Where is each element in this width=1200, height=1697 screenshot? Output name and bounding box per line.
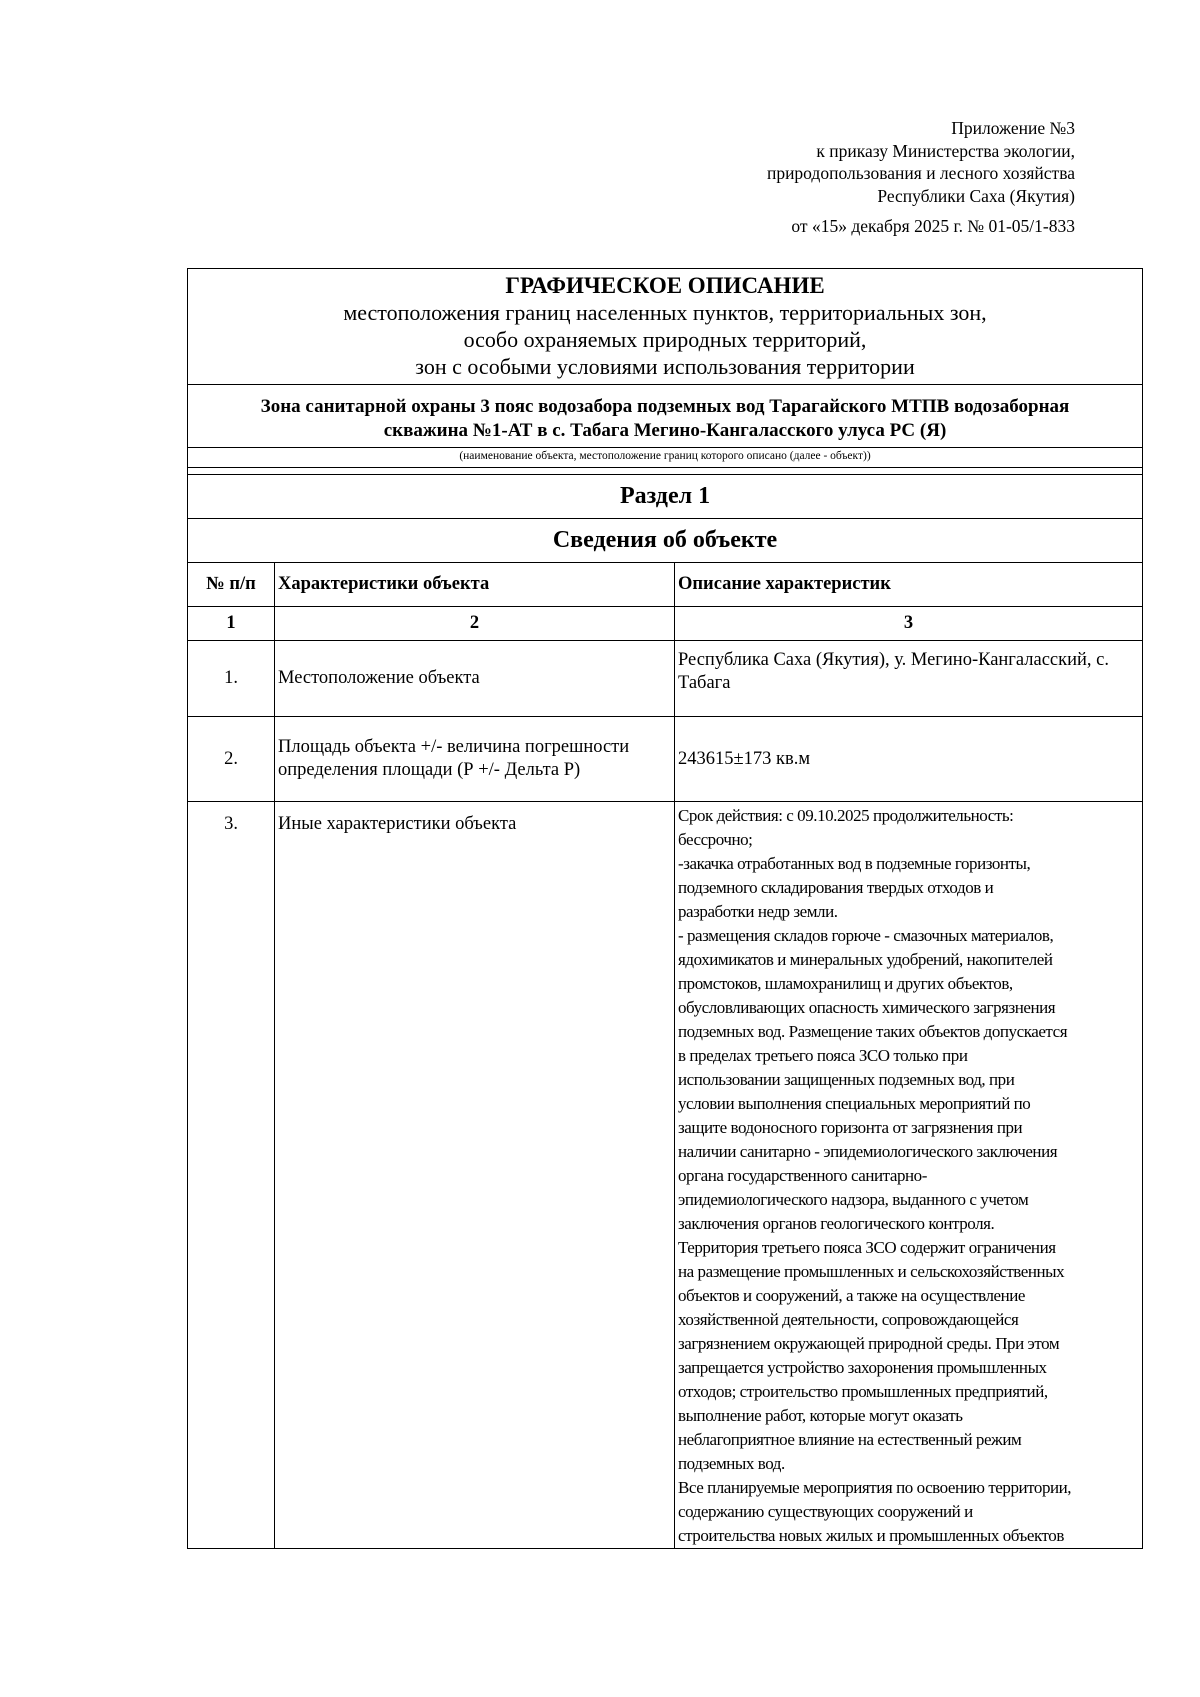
section-number-row (188, 475, 1143, 519)
appendix-line: Республики Саха (Якутия) (877, 185, 1075, 206)
row-characteristic: Площадь объекта +/- величина погрешности определения площади (Р +/- Дельта Р) (275, 717, 675, 802)
order-date-line: от «15» декабря 2025 г. № 01-05/1-833 (791, 216, 1075, 236)
object-name-line: Зона санитарной охраны 3 пояс водозабора подземных вод Тарагайского МТПВ водозаборная (260, 396, 1070, 417)
spacer-row (188, 468, 1143, 475)
section-title-row (188, 519, 1143, 563)
document-subtitle-line: местоположения границ населенных пунктов, территориальных зон, (343, 300, 987, 325)
table-row (188, 717, 1143, 802)
spacer-cell (188, 468, 1143, 475)
table-row (188, 641, 1143, 717)
column-header: № п/п (188, 563, 275, 607)
document-subtitle-line: особо охраняемых природных территорий, (463, 327, 867, 352)
table-row (188, 802, 1143, 1549)
column-header: Характеристики объекта (275, 563, 675, 607)
document-subtitle-line: зон с особыми условиями использования территории (415, 354, 915, 379)
row-characteristic: Местоположение объекта (275, 641, 675, 717)
column-header-row (188, 563, 1143, 607)
section-title: Сведения об объекте (188, 519, 1143, 563)
section-number: Раздел 1 (188, 475, 1143, 519)
column-header: Описание характеристик (675, 563, 1143, 607)
row-description: Республика Саха (Якутия), у. Мегино-Кангаласский, с. Табага (675, 641, 1143, 717)
header-cell (188, 269, 1143, 385)
document-title: ГРАФИЧЕСКОЕ ОПИСАНИЕ (505, 273, 825, 298)
appendix-line: к приказу Министерства экологии, (816, 140, 1075, 161)
object-name-row (188, 385, 1143, 448)
row-number: 2. (188, 717, 275, 802)
object-note-row (188, 448, 1143, 468)
column-number-row (188, 607, 1143, 641)
row-description-text: Срок действия: с 09.10.2025 продолжительность: бессрочно; -закачка отработанных вод в подземные горизонты, подземного складирования твердых отходов и разработки недр земли. - размещения складов горюче - смазочных материалов, ядохимикатов и минеральных удобрений, накопителей промстоков, шламохранилищ и других объектов, обусловливающих опасность химического загрязнения подземных вод. Размещение таких объектов допускается в пределах третьего пояса ЗСО только при использовании защищенных подземных вод, при условии выполнения специальных мероприятий по защите водоносного горизонта от загрязнения при наличии санитарно - эпидемиологического заключения органа государственного санитарно- эпидемиологического надзора, выданного с учетом заключения органов геологического контроля. Территория третьего пояса ЗСО содержит ограничения на размещение промышленных и сельскохозяйственных объектов и сооружений, а также на осуществление хозяйственной деятельности, сопровождающейся загрязнением окружающей природной среды. При этом запрещается устройство захоронения промышленных отходов; строительство промышленных предприятий, выполнение работ, которые могут оказать неблагоприятное влияние на естественный режим подземных вод. Все планируемые мероприятия по освоению территории, содержанию существующих сооружений и строительства новых жилых и промышленных объектов (678, 806, 1072, 1545)
row-characteristic: Иные характеристики объекта (275, 802, 675, 1549)
object-note: (наименование объекта, местоположение границ которого описано (далее - объект)) (188, 448, 1143, 468)
description-table (187, 268, 1143, 1549)
header-row (188, 269, 1143, 385)
column-number: 1 (188, 607, 275, 641)
appendix-block (767, 117, 1075, 238)
object-name-line: скважина №1-АТ в с. Табага Мегино-Кангаласского улуса РС (Я) (383, 420, 947, 441)
column-number: 2 (275, 607, 675, 641)
object-name-cell (188, 385, 1143, 448)
appendix-line: природопользования и лесного хозяйства (766, 163, 1075, 183)
row-number: 3. (188, 802, 275, 1549)
row-description (675, 802, 1143, 1549)
appendix-line: Приложение №3 (951, 118, 1075, 138)
column-number: 3 (675, 607, 1143, 641)
row-description: 243615±173 кв.м (675, 717, 1143, 802)
row-number: 1. (188, 641, 275, 717)
